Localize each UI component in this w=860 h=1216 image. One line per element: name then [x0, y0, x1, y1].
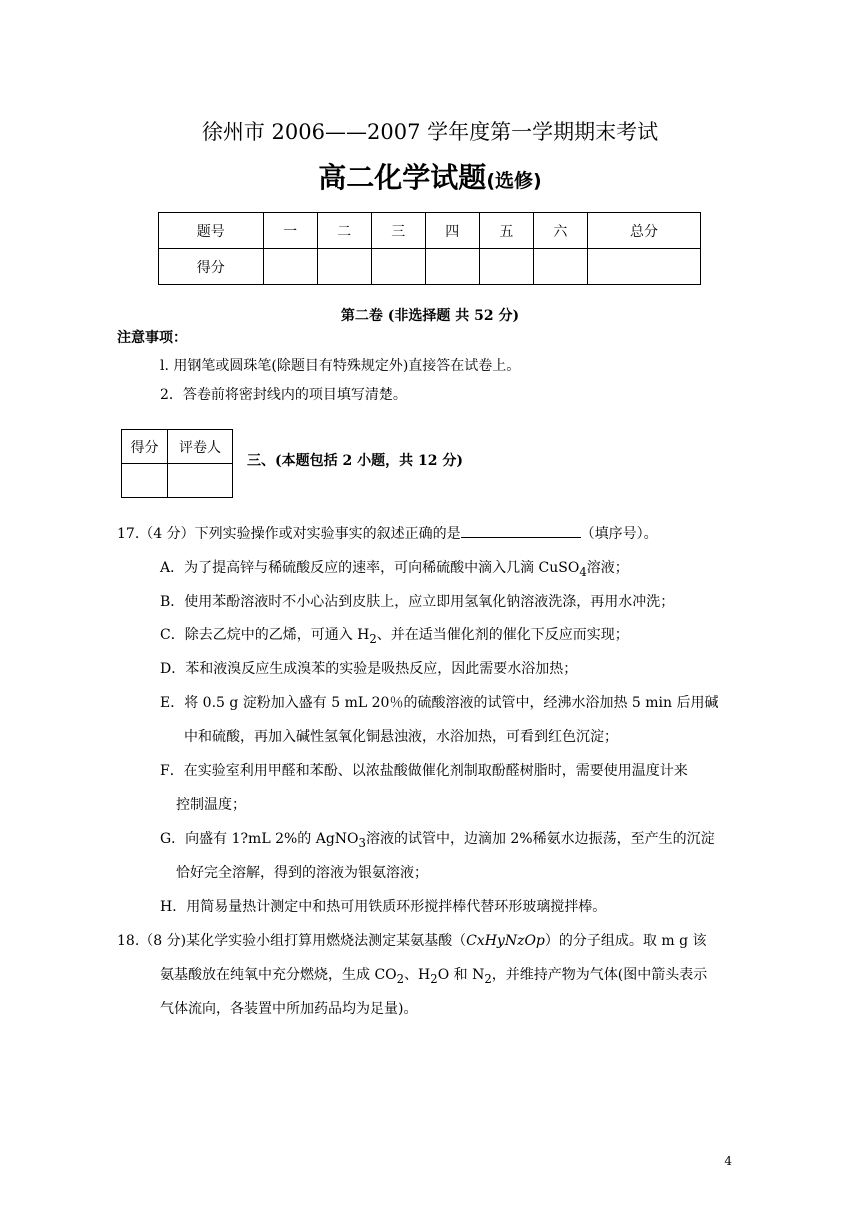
option-d: D．苯和液溴反应生成溴苯的实验是吸热反应，因此需要水浴加热；: [160, 661, 578, 677]
option-e-line1: E．将 0.5 g 淀粉加入盛有 5 mL 20％的硫酸溶液的试管中，经沸水浴加热 5 min 后用碱: [160, 695, 719, 711]
section-heading: 三、(本题包括 2 小题，共 12 分): [247, 453, 463, 469]
subject-title: 高二化学试题: [318, 161, 487, 194]
option-f-line1: F．在实验室利用甲醛和苯酚、以浓盐酸做催化剂制取酚醛树脂时，需要使用温度计来: [160, 763, 688, 779]
question-18-line2: 氨基酸放在纯氧中充分燃烧，生成 $CO_2$、$H_2O$ 和 $N_2$，并维持产物为气体(图中箭头表示: [160, 967, 708, 986]
option-b: B．使用苯酚溶液时不小心沾到皮肤上，应立即用氢氧化钠溶液洗涤，再用水冲洗；: [160, 594, 675, 610]
score-cell: 四: [425, 213, 479, 249]
score-table-header-row: [159, 213, 701, 249]
amino-acid-formula: CxHyNzOp: [466, 933, 545, 949]
answer-blank: [461, 523, 581, 538]
grader-name-cell: [168, 464, 233, 498]
score-cell: 一: [263, 213, 317, 249]
subject-suffix: (选修): [486, 170, 542, 192]
score-table-score-row: [159, 249, 701, 285]
score-table: [158, 212, 701, 285]
score-cell: 五: [479, 213, 533, 249]
score-input-cell: [479, 249, 533, 285]
exam-title-line1: 徐州市 2006——2007 学年度第一学期期末考试: [201, 120, 659, 144]
score-input-cell: [533, 249, 587, 285]
score-input-cell: [425, 249, 479, 285]
option-a: A．为了提高锌与稀硫酸反应的速率，可向稀硫酸中滴入几滴 CuSO$_4$溶液；: [160, 560, 629, 579]
option-f-line2: 控制温度；: [176, 797, 246, 813]
score-cell: 题号: [159, 213, 264, 249]
question-18-line3: 气体流向，各装置中所加药品均为足量)。: [160, 1001, 418, 1017]
option-c: C．除去乙烷中的乙烯，可通入 $H_2$、并在适当催化剂的催化下反应而实现；: [160, 627, 629, 646]
option-e-line2: 中和硫酸，再加入碱性氢氧化铜悬浊液，水浴加热，可看到红色沉淀；: [184, 729, 618, 745]
score-cell: 三: [371, 213, 425, 249]
question-18-line1: 18.（8 分)某化学实验小组打算用燃烧法测定某氨基酸（CxHyNzOp）的分子组成。取 m g 该: [117, 933, 707, 949]
part-heading: 第二卷 (非选择题 共 52 分): [340, 308, 520, 324]
score-input-cell: [263, 249, 317, 285]
grader-score-label: 得分: [122, 430, 168, 464]
option-h: H．用简易量热计测定中和热可用铁质环形搅拌棒代替环形玻璃搅拌棒。: [160, 899, 607, 915]
grader-score-cell: [122, 464, 168, 498]
option-g-line2: 恰好完全溶解，得到的溶液为银氨溶液；: [176, 865, 428, 881]
grader-name-label: 评卷人: [168, 430, 233, 464]
score-input-cell: [588, 249, 701, 285]
page-number: 4: [724, 1154, 732, 1168]
notice-item: l. 用钢笔或圆珠笔(除题目有特殊规定外)直接答在试卷上。: [160, 358, 521, 374]
question-17-stem: 17.（4 分）下列实验操作或对实验事实的叙述正确的是 （填序号）。: [117, 523, 658, 543]
option-g-line1: G．向盛有 1?mL 2%的 AgNO$_3$溶液的试管中，边滴加 2%稀氨水边振荡，至产生的沉淀: [160, 831, 715, 850]
score-input-cell: [317, 249, 371, 285]
score-cell: 得分: [159, 249, 264, 285]
score-cell: 总分: [588, 213, 701, 249]
score-input-cell: [371, 249, 425, 285]
notice-title: 注意事项：: [117, 330, 187, 346]
exam-title-main: [0, 156, 860, 196]
score-cell: 六: [533, 213, 587, 249]
grader-box: [121, 429, 233, 498]
notice-item: 2．答卷前将密封线内的项目填写清楚。: [160, 387, 407, 403]
score-cell: 二: [317, 213, 371, 249]
